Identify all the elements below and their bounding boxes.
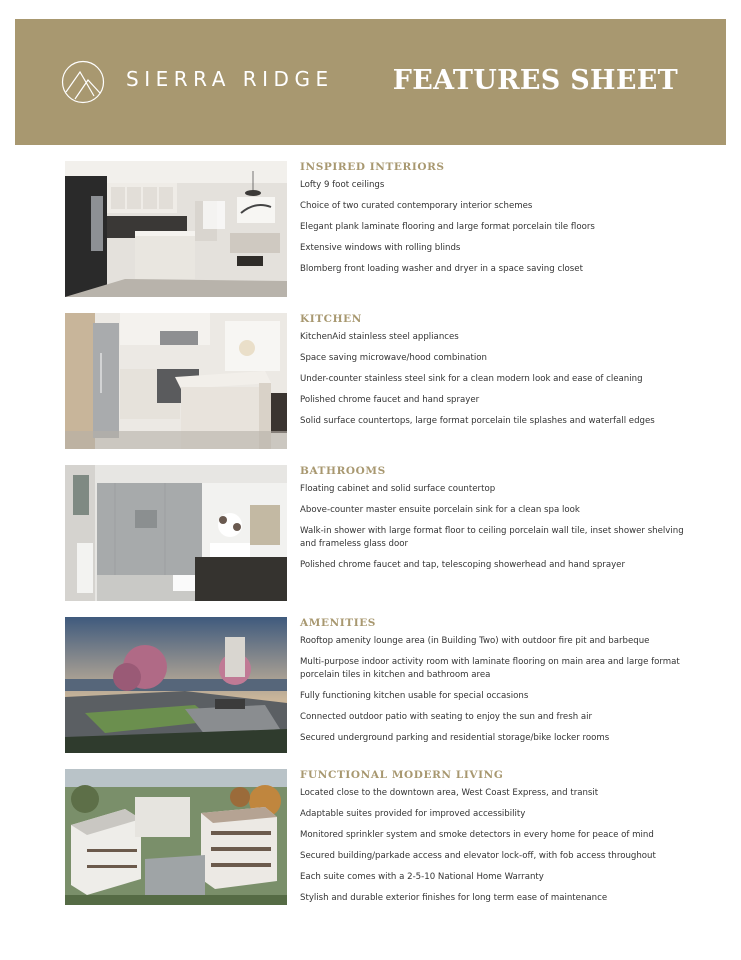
brand-name: SIERRA RIDGE (126, 67, 334, 91)
interior-living-room-photo (65, 161, 287, 297)
list-item: Stylish and durable exterior finishes for long term ease of maintenance (300, 893, 608, 903)
feature-list (300, 787, 685, 905)
list-item: Multi-purpose indoor activity room with laminate flooring on main area and large format porcelain tiles in kitchen and bathroom area (300, 657, 680, 680)
list-item: Above-counter master ensuite porcelain sink for a clean spa look (300, 505, 580, 515)
list-item: KitchenAid stainless steel appliances (300, 332, 459, 342)
kitchen-photo (65, 313, 287, 449)
section-bathrooms (65, 465, 685, 601)
list-item: Walk-in shower with large format floor to ceiling porcelain wall tile, inset shower shelving and frameless glass door (300, 526, 684, 549)
list-item: Space saving microwave/hood combination (300, 353, 487, 363)
feature-list (300, 179, 685, 276)
aerial-building-photo (65, 769, 287, 905)
list-item: Elegant plank laminate flooring and large format porcelain tile floors (300, 222, 595, 232)
list-item: Lofty 9 foot ceilings (300, 180, 385, 190)
list-item: Connected outdoor patio with seating to enjoy the sun and fresh air (300, 712, 593, 722)
list-item: Solid surface countertops, large format porcelain tile splashes and waterfall edges (300, 416, 655, 426)
section-title: INSPIRED INTERIORS (300, 161, 445, 173)
list-item: Monitored sprinkler system and smoke detectors in every home for peace of mind (300, 830, 654, 840)
list-item: Adaptable suites provided for improved accessibility (300, 809, 526, 819)
header-banner (15, 19, 726, 145)
list-item: Each suite comes with a 2-5-10 National Home Warranty (300, 872, 544, 882)
list-item: Secured building/parkade access and elevator lock-off, with fob access throughout (300, 851, 656, 861)
list-item: Polished chrome faucet and tap, telescoping showerhead and hand sprayer (300, 560, 625, 570)
section-title: FUNCTIONAL MODERN LIVING (300, 769, 504, 781)
list-item: Located close to the downtown area, West Coast Express, and transit (300, 788, 599, 798)
list-item: Blomberg front loading washer and dryer in a space saving closet (300, 264, 583, 274)
section-title: KITCHEN (300, 313, 362, 325)
section-amenities (65, 617, 685, 753)
list-item: Choice of two curated contemporary interior schemes (300, 201, 533, 211)
bathroom-photo (65, 465, 287, 601)
list-item: Rooftop amenity lounge area (in Building Two) with outdoor fire pit and barbeque (300, 636, 650, 646)
feature-list (300, 635, 685, 745)
section-inspired-interiors (65, 161, 685, 297)
feature-list (300, 483, 685, 572)
section-title: AMENITIES (300, 617, 376, 629)
section-kitchen (65, 313, 685, 449)
list-item: Polished chrome faucet and hand sprayer (300, 395, 480, 405)
list-item: Floating cabinet and solid surface countertop (300, 484, 496, 494)
mountain-circle-logo (61, 60, 105, 104)
list-item: Under-counter stainless steel sink for a clean modern look and ease of cleaning (300, 374, 643, 384)
section-functional-modern-living (65, 769, 685, 905)
rooftop-amenity-photo (65, 617, 287, 753)
feature-list (300, 331, 685, 428)
list-item: Extensive windows with rolling blinds (300, 243, 461, 253)
page-title: FEATURES SHEET (392, 65, 678, 96)
list-item: Fully functioning kitchen usable for special occasions (300, 691, 529, 701)
list-item: Secured underground parking and residential storage/bike locker rooms (300, 733, 610, 743)
section-title: BATHROOMS (300, 465, 386, 477)
